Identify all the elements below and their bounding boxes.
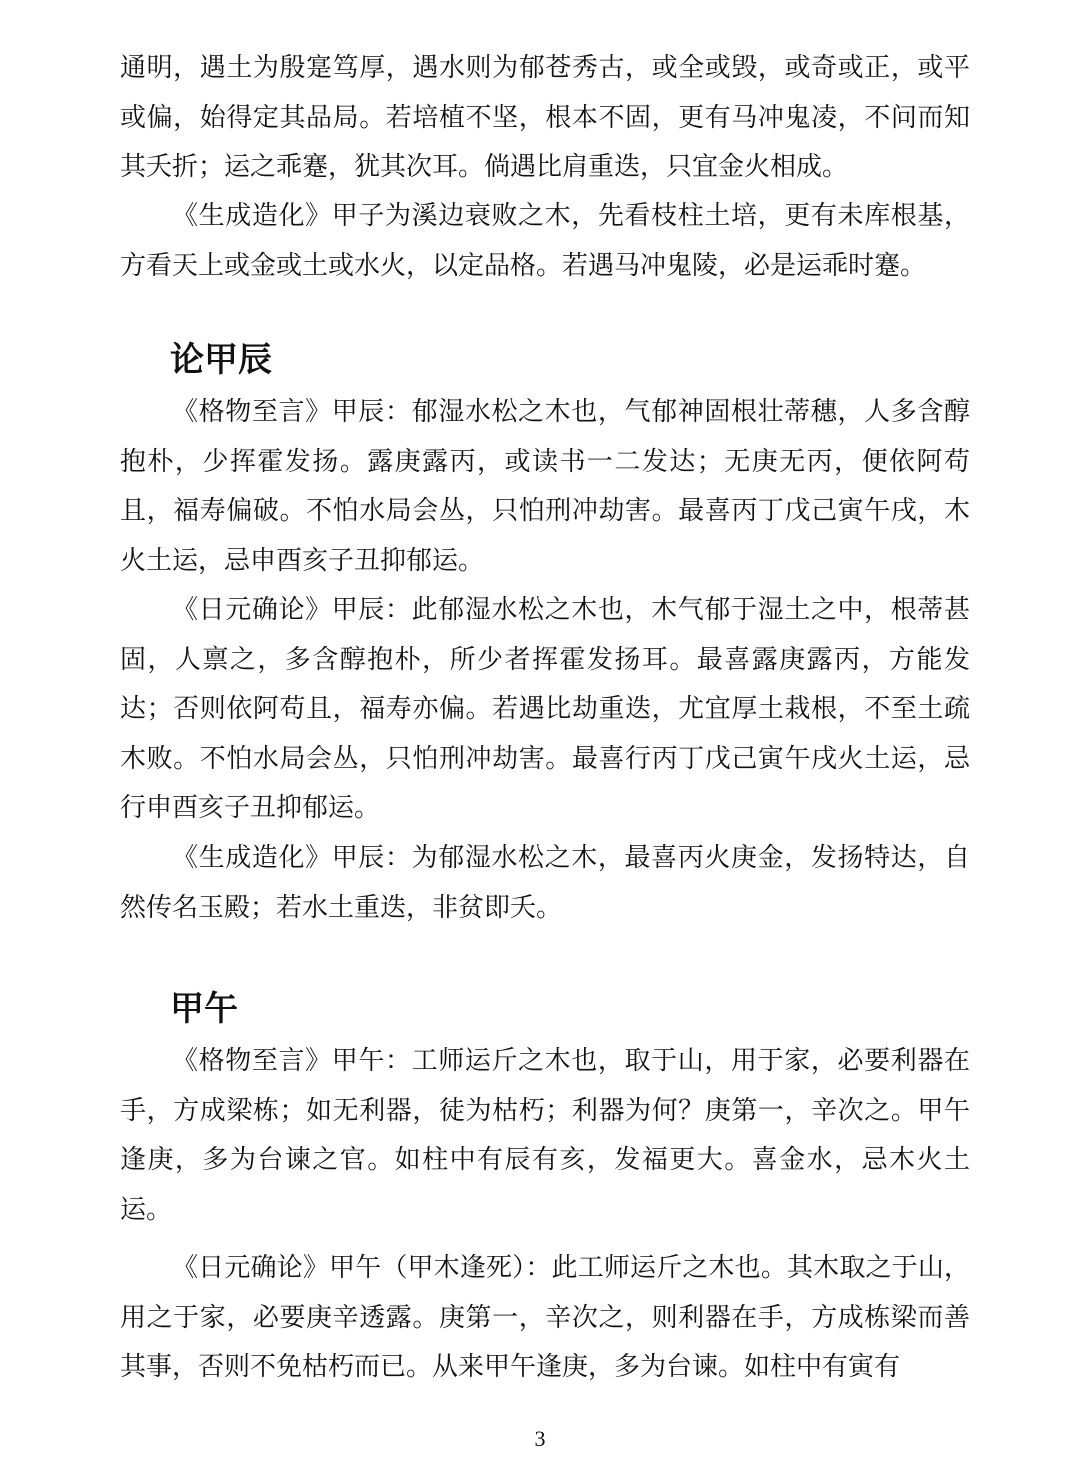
continuation-paragraph: 通明，遇土为殷寔笃厚，遇水则为郁苍秀古，或全或毁，或奇或正，或平或偏，始得定其品局。若培植不坚，根本不固，更有马冲鬼凌，不问而知其夭折；运之乖蹇，犹其次耳。倘遇比肩重迭，只宜金火相成。 <box>120 53 970 182</box>
jiawu-riyuan-paragraph: 《日元确论》甲午（甲木逢死）：此工师运斤之木也。其木取之于山，用之于家，必要庚辛透露。庚第一，辛次之，则利器在手，方成栋梁而善其事，否则不免枯朽而已。从来甲午逢庚，多为台谏。如柱中有寅有 <box>120 1253 970 1382</box>
jiawu-heading: 甲午 <box>170 989 238 1029</box>
jiachen-heading: 论甲辰 <box>170 340 272 380</box>
jiachen-shengcheng-paragraph: 《生成造化》甲辰：为郁湿水松之木，最喜丙火庚金，发扬特达，自然传名玉殿；若水土重迭，非贫即夭。 <box>120 843 970 923</box>
jiachen-gewu-paragraph: 《格物至言》甲辰：郁湿水松之木也，气郁神固根壮蒂穗，人多含醇抱朴，少挥霍发扬。露庚露丙，或读书一二发达；无庚无丙，便依阿苟且，福寿偏破。不怕水局会丛，只怕刑冲劫害。最喜丙丁戊己寅午戌，木火土运，忌申酉亥子丑抑郁运。 <box>120 397 970 576</box>
jiawu-gewu-paragraph: 《格物至言》甲午：工师运斤之木也，取于山，用于家，必要利器在手，方成梁栋；如无利器，徒为枯朽；利器为何？庚第一，辛次之。甲午逢庚，多为台谏之官。如柱中有辰有亥，发福更大。喜金水，忌木火土运。 <box>120 1046 970 1225</box>
jiachen-riyuan-paragraph: 《日元确论》甲辰：此郁湿水松之木也，木气郁于湿土之中，根蒂甚固，人禀之，多含醇抱朴，所少者挥霍发扬耳。最喜露庚露丙，方能发达；否则依阿苟且，福寿亦偏。若遇比劫重迭，尤宜厚土栽根，不至土疏木败。不怕水局会丛，只怕刑冲劫害。最喜行丙丁戊己寅午戌火土运，忌行申酉亥子丑抑郁运。 <box>120 595 970 823</box>
page-number: 3 <box>534 1426 546 1451</box>
jiazi-shengcheng-paragraph: 《生成造化》甲子为溪边衰败之木，先看枝柱土培，更有未库根基，方看天上或金或土或水火，以定品格。若遇马冲鬼陵，必是运乖时蹇。 <box>120 201 970 281</box>
